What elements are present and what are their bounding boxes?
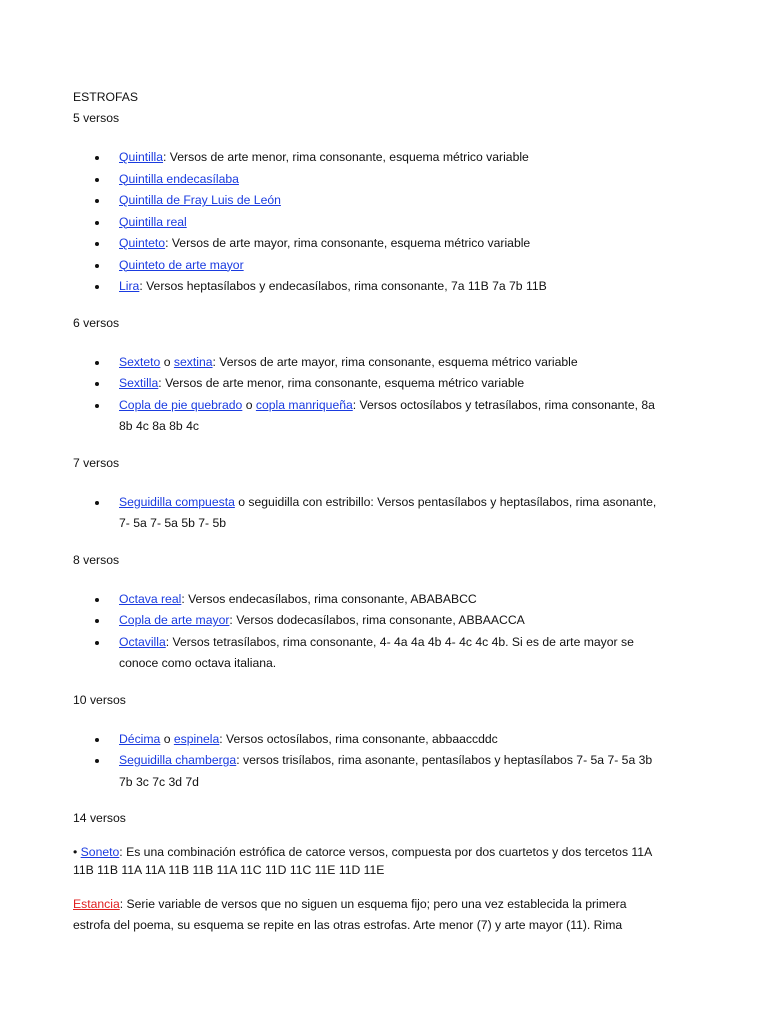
- bullet-icon: [95, 242, 99, 246]
- estancia-text: : Serie variable de versos que no siguen un esquema fijo; pero una vez establecida la primera: [119, 896, 627, 911]
- list-item: [73, 395, 695, 438]
- list-item: [73, 610, 695, 632]
- item-link[interactable]: Copla de arte mayor: [119, 613, 230, 627]
- item-link[interactable]: Quintilla: [119, 150, 164, 164]
- item-description: : Versos de arte mayor, rima consonante, esquema métrico variable: [212, 354, 578, 369]
- bullet-icon: [95, 738, 99, 742]
- soneto-text: : Es una combinación estrófica de catorce versos, compuesta por dos cuartetos y dos tercetos 11A: [119, 845, 653, 859]
- item-description: : Versos de arte menor, rima consonante, esquema métrico variable: [158, 376, 525, 390]
- bullet-icon: [95, 199, 99, 203]
- link-soneto[interactable]: Soneto: [80, 845, 120, 859]
- page-title: ESTROFAS: [73, 90, 139, 104]
- estancia-paragraph: [73, 894, 695, 938]
- item-description-continued: conoce como octava italiana.: [119, 656, 277, 670]
- item-description: : Versos de arte mayor, rima consonante, esquema métrico variable: [165, 236, 531, 250]
- item-description: : Versos octosílabos y tetrasílabos, rima consonante, 8a: [352, 397, 655, 412]
- item-link[interactable]: Octava real: [119, 591, 182, 606]
- document-page: [73, 88, 695, 937]
- item-description: : Versos de arte menor, rima consonante, esquema métrico variable: [163, 150, 529, 164]
- item-description-continued: 7b 3c 7c 3d 7d: [119, 774, 199, 789]
- item-connector: o: [242, 397, 256, 412]
- list-item: [73, 147, 695, 169]
- item-link[interactable]: Copla de pie quebrado: [119, 397, 243, 412]
- item-description: : Versos dodecasílabos, rima consonante, ABBAACCA: [229, 613, 525, 627]
- section-heading: 7 versos: [73, 455, 120, 470]
- bullet-icon: [95, 404, 99, 408]
- list-item: [73, 169, 695, 191]
- item-link[interactable]: Seguidilla compuesta: [119, 494, 235, 509]
- bullet-icon: [95, 264, 99, 268]
- item-description: o seguidilla con estribillo: Versos pentasílabos y heptasílabos, rima asonante,: [234, 494, 657, 509]
- item-link[interactable]: Décima: [119, 731, 161, 746]
- bullet-icon: [95, 501, 99, 505]
- section-heading: 10 versos: [73, 692, 126, 707]
- item-connector: o: [160, 354, 174, 369]
- bullet-list: [73, 147, 695, 298]
- item-link[interactable]: Quintilla de Fray Luis de León: [119, 193, 281, 207]
- item-link[interactable]: Octavilla: [119, 634, 166, 649]
- item-link[interactable]: Quinteto de arte mayor: [119, 257, 244, 272]
- list-item: [73, 632, 695, 675]
- soneto-paragraph: [73, 844, 695, 880]
- list-item: [73, 729, 695, 751]
- bullet-list: [73, 589, 695, 675]
- bullet-icon: [95, 759, 99, 763]
- bullet-icon: [95, 382, 99, 386]
- bullet-icon: [95, 221, 99, 225]
- item-link-secondary[interactable]: copla manriqueña: [255, 397, 353, 412]
- item-link[interactable]: Sextilla: [119, 376, 159, 390]
- bullet-icon: [95, 156, 99, 160]
- bullet-list: [73, 352, 695, 438]
- list-item: [73, 255, 695, 277]
- bullet-list: [73, 492, 695, 535]
- list-item: [73, 212, 695, 234]
- item-link[interactable]: Lira: [119, 279, 140, 293]
- section-heading-14: 14 versos: [73, 811, 126, 825]
- list-item: [73, 352, 695, 374]
- bullet-icon: [95, 178, 99, 182]
- bullet-icon: [95, 641, 99, 645]
- bullet-icon: [95, 619, 99, 623]
- item-description-continued: 8b 4c 8a 8b 4c: [119, 419, 199, 433]
- soneto-text-line2: 11B 11B 11A 11A 11B 11B 11A 11C 11D 11C 11E 11D 11E: [73, 862, 385, 877]
- list-item: [73, 190, 695, 212]
- section-heading: 5 versos: [73, 111, 120, 125]
- link-estancia[interactable]: Estancia: [73, 896, 120, 911]
- item-link-secondary[interactable]: sextina: [173, 354, 213, 369]
- estancia-text-line2: estrofa del poema, su esquema se repite en las otras estrofas. Arte menor (7) y arte mayor (11). Rima: [73, 918, 623, 933]
- item-description-continued: 7- 5a 7- 5a 5b 7- 5b: [119, 516, 227, 530]
- item-link[interactable]: Sexteto: [119, 354, 161, 369]
- item-link[interactable]: Quinteto: [119, 236, 166, 250]
- sections-container: [73, 109, 695, 793]
- item-description: : Versos heptasílabos y endecasílabos, rima consonante, 7a 11B 7a 7b 11B: [139, 279, 547, 293]
- bullet-char: •: [73, 845, 81, 859]
- list-item: [73, 750, 695, 793]
- item-description: : versos trisílabos, rima asonante, pentasílabos y heptasílabos 7- 5a 7- 5a 3b: [236, 753, 653, 767]
- list-item: [73, 492, 695, 535]
- item-link[interactable]: Quintilla real: [119, 214, 187, 229]
- item-link[interactable]: Quintilla endecasílaba: [119, 171, 239, 186]
- list-item: [73, 373, 695, 395]
- list-item: [73, 276, 695, 298]
- item-link-secondary[interactable]: espinela: [173, 731, 220, 746]
- list-item: [73, 589, 695, 611]
- item-link[interactable]: Seguidilla chamberga: [119, 753, 237, 767]
- bullet-icon: [95, 361, 99, 365]
- bullet-list: [73, 729, 695, 794]
- item-description: : Versos octosílabos, rima consonante, abbaaccddc: [219, 731, 498, 746]
- section-heading: 8 versos: [73, 552, 120, 567]
- item-connector: o: [160, 731, 174, 746]
- bullet-icon: [95, 598, 99, 602]
- list-item: [73, 233, 695, 255]
- item-description: : Versos tetrasílabos, rima consonante, 4- 4a 4a 4b 4- 4c 4c 4b. Si es de arte mayor se: [165, 634, 634, 649]
- bullet-icon: [95, 285, 99, 289]
- item-description: : Versos endecasílabos, rima consonante, ABABABCC: [181, 591, 477, 606]
- section-heading: 6 versos: [73, 315, 120, 330]
